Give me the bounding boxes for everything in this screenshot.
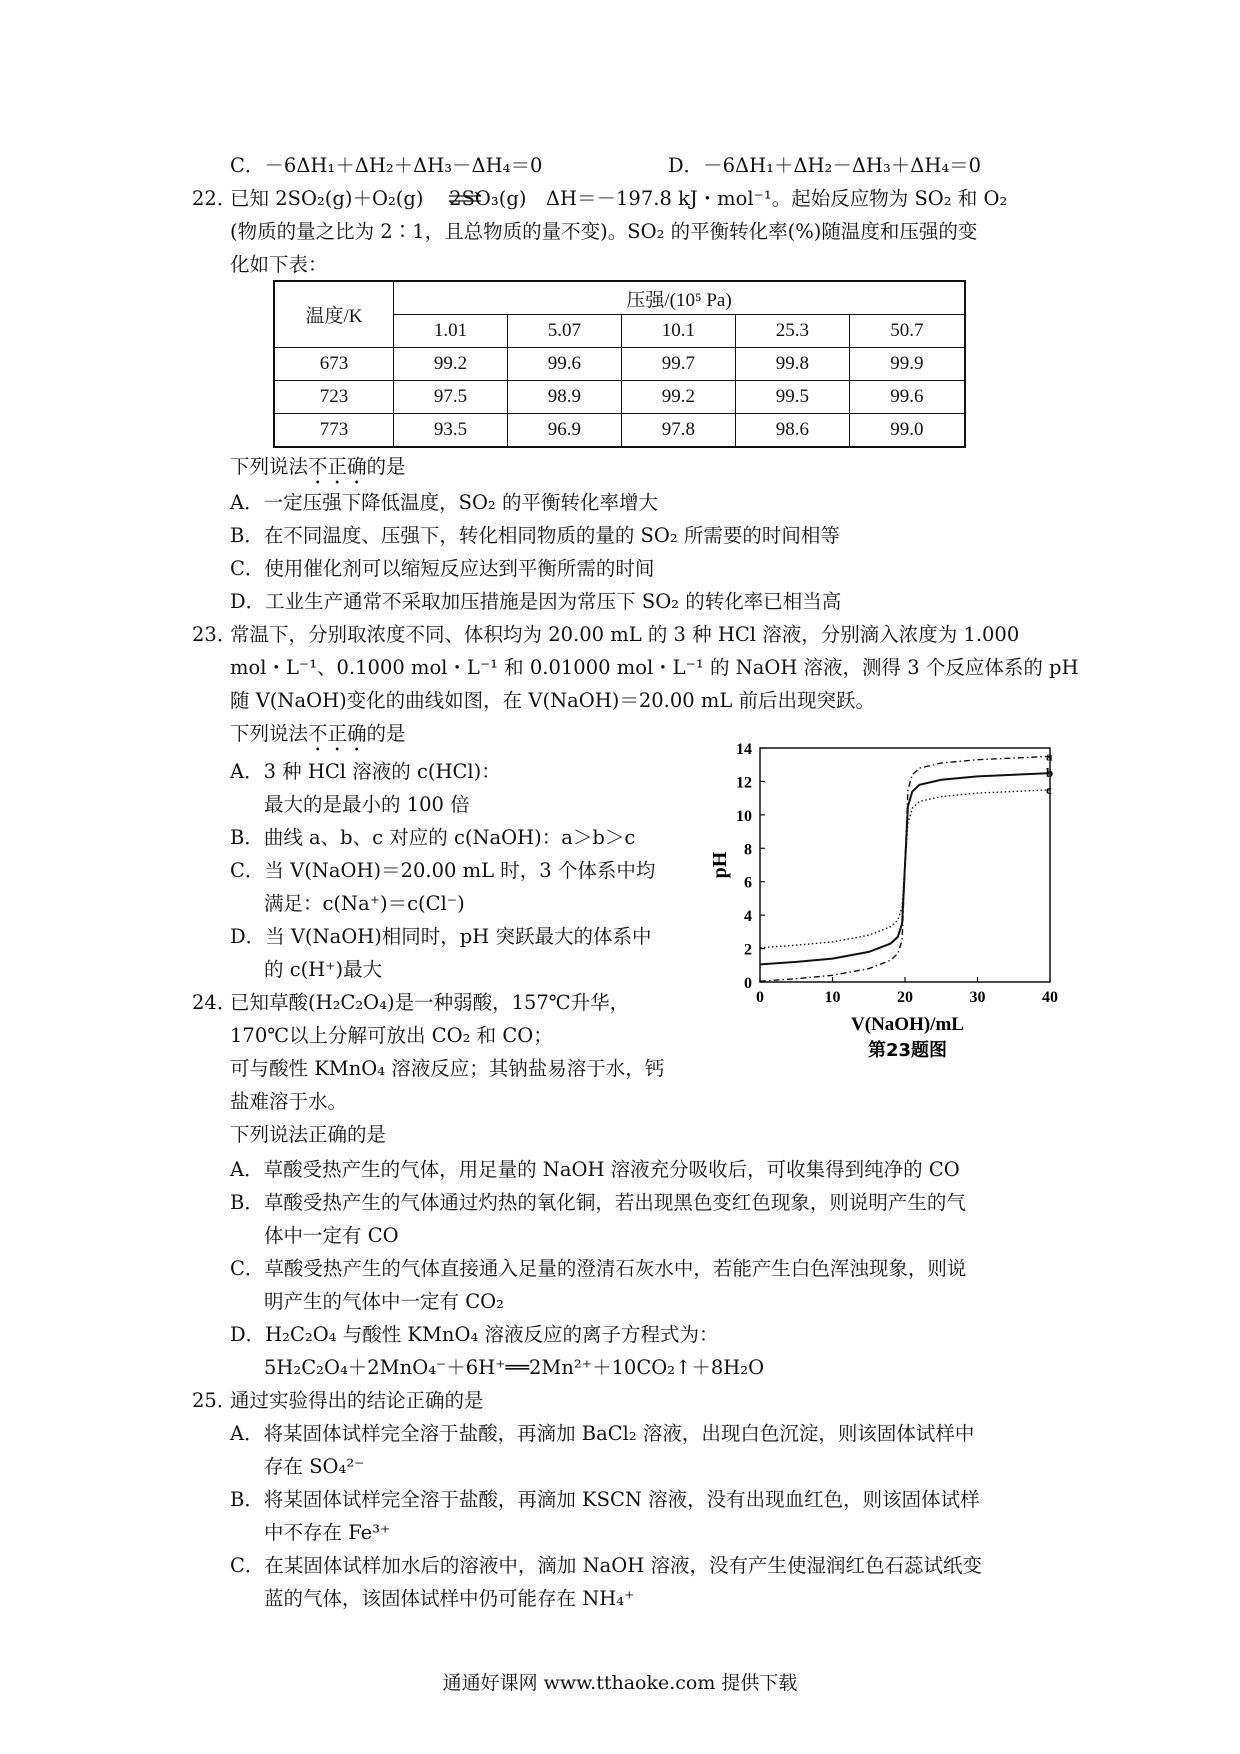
y-tick-label: 8 [744, 841, 752, 859]
figure-caption: 第23题图 [867, 1040, 948, 1058]
pressure-cell: 50.7 [849, 315, 965, 348]
y-tick-label: 0 [744, 975, 752, 992]
table-row [274, 381, 965, 414]
q23-stem [230, 722, 406, 756]
q24-option-b-line2: 体中一定有 CO [264, 1224, 399, 1247]
table-row-header: 温度/K [274, 281, 394, 348]
q21-option-d: D．－6ΔH₁＋ΔH₂－ΔH₃＋ΔH₄＝0 [668, 154, 982, 177]
x-tick-label: 40 [1042, 989, 1058, 1006]
q23-line3: 随 V(NaOH)变化的曲线如图，在 V(NaOH)＝20.00 mL 前后出现突跃。 [230, 689, 876, 712]
footer-watermark: 通通好课网 www.tthaoke.com 提供下载 [442, 1672, 798, 1694]
x-tick-label: 30 [969, 989, 986, 1006]
temp-cell: 723 [274, 381, 394, 414]
series-c-label: c [1046, 781, 1052, 797]
q23-stem-emphasis: 不正确 [308, 722, 367, 745]
q22-line2: (物质的量之比为 2∶1，且总物质的量不变)。SO₂ 的平衡转化率(%)随温度和压强的变 [230, 220, 978, 243]
q24-line1: 已知草酸(H₂C₂O₄)是一种弱酸，157℃升华， [230, 991, 630, 1014]
q23-option-d-line2: 的 c(H⁺)最大 [264, 958, 383, 981]
value-cell: 98.9 [507, 381, 621, 414]
titration-chart [700, 738, 1060, 1058]
q25-option-a-line2: 存在 SO₄²⁻ [264, 1455, 365, 1478]
q23-option-c-line1: C．当 V(NaOH)＝20.00 mL 时，3 个体系中均 [230, 859, 656, 882]
value-cell: 99.6 [507, 348, 621, 381]
x-tick-label: 0 [756, 989, 764, 1006]
y-tick-label: 6 [744, 874, 752, 892]
temp-cell: 673 [274, 348, 394, 381]
q22-stem-emphasis: 不正确 [308, 455, 367, 478]
q23-option-d-line1: D．当 V(NaOH)相同时，pH 突跃最大的体系中 [230, 925, 652, 948]
q25-option-b-line1: B．将某固体试样完全溶于盐酸，再滴加 KSCN 溶液，没有出现血红色，则该固体试样 [230, 1488, 980, 1511]
series-a-label: a [1046, 748, 1053, 764]
q24-line3: 可与酸性 KMnO₄ 溶液反应；其钠盐易溶于水，钙 [230, 1057, 665, 1080]
q22-line1: 已知 2SO₂(g)＋O₂(g) 2SO₃(g) ΔH＝－197.8 kJ・mol⁻¹。起始反应物为 SO₂ 和 O₂ [230, 187, 1008, 210]
q24-option-d-line2: 5H₂C₂O₄＋2MnO₄⁻＋6H⁺══2Mn²⁺＋10CO₂↑＋8H₂O [264, 1356, 765, 1379]
y-tick-label: 14 [736, 741, 752, 758]
table-row [274, 348, 965, 381]
value-cell: 99.5 [735, 381, 849, 414]
q23-number: 23． [192, 623, 237, 646]
x-tick-label: 10 [824, 989, 841, 1006]
q22-option-d: D．工业生产通常不采取加压措施是因为常压下 SO₂ 的转化率已相当高 [230, 590, 842, 613]
q24-line4: 盐难溶于水。 [230, 1090, 348, 1113]
value-cell: 97.5 [394, 381, 508, 414]
q22-option-a: A．一定压强下降低温度，SO₂ 的平衡转化率增大 [230, 491, 658, 514]
q25-option-c-line1: C．在某固体试样加水后的溶液中，滴加 NaOH 溶液，没有产生使湿润红色石蕊试纸变 [230, 1554, 982, 1577]
pressure-cell: 25.3 [735, 315, 849, 348]
value-cell: 99.2 [621, 381, 735, 414]
q22-stem-post: 的是 [366, 455, 406, 478]
value-cell: 99.6 [849, 381, 965, 414]
q23-option-a-line2: 最大的是最小的 100 倍 [264, 793, 470, 816]
q24-option-d-line1: D．H₂C₂O₄ 与酸性 KMnO₄ 溶液反应的离子方程式为： [230, 1323, 719, 1346]
value-cell: 99.0 [849, 414, 965, 448]
value-cell: 99.8 [735, 348, 849, 381]
q23-line2: mol・L⁻¹、0.1000 mol・L⁻¹ 和 0.01000 mol・L⁻¹ 的 NaOH 溶液，测得 3 个反应体系的 pH [230, 656, 1079, 679]
q23-option-c-line2: 满足：c(Na⁺)＝c(Cl⁻) [264, 892, 465, 915]
q24-option-b-line1: B．草酸受热产生的气体通过灼热的氧化铜，若出现黑色变红色现象，则说明产生的气 [230, 1191, 966, 1214]
q25-option-b-line2: 中不存在 Fe³⁺ [264, 1521, 391, 1544]
q24-line2: 170℃以上分解可放出 CO₂ 和 CO； [230, 1024, 553, 1047]
q23-stem-pre: 下列说法 [230, 722, 309, 745]
value-cell: 97.8 [621, 414, 735, 448]
q21-option-c: C．－6ΔH₁＋ΔH₂＋ΔH₃－ΔH₄＝0 [230, 154, 543, 177]
q25-option-c-line2: 蓝的气体，该固体试样中仍可能存在 NH₄⁺ [264, 1587, 635, 1610]
y-tick-label: 10 [736, 807, 752, 825]
series-b-label: b [1046, 765, 1054, 781]
y-tick-label: 12 [736, 774, 752, 792]
q23-stem-post: 的是 [366, 722, 406, 745]
x-tick-label: 20 [897, 989, 913, 1006]
temp-cell: 773 [274, 414, 394, 448]
table-col-header: 压强/(10⁵ Pa) [394, 281, 966, 315]
y-tick-label: 4 [744, 908, 752, 926]
q24-option-c-line2: 明产生的气体中一定有 CO₂ [264, 1290, 504, 1313]
q22-stem [230, 455, 406, 489]
q23-line1: 常温下，分别取浓度不同、体积均为 20.00 mL 的 3 种 HCl 溶液，分别滴入浓度为 1.000 [230, 623, 1020, 646]
q23-option-b: B．曲线 a、b、c 对应的 c(NaOH)：a＞b＞c [230, 826, 636, 849]
q23-option-a-line1: A．3 种 HCl 溶液的 c(HCl)： [230, 760, 501, 783]
x-axis-label: V(NaOH)/mL [851, 1014, 964, 1035]
pressure-cell: 10.1 [621, 315, 735, 348]
value-cell: 99.7 [621, 348, 735, 381]
pressure-cell: 1.01 [394, 315, 508, 348]
q22-option-b: B．在不同温度、压强下，转化相同物质的量的 SO₂ 所需要的时间相等 [230, 524, 840, 547]
conversion-table [273, 280, 966, 448]
series-b-line [760, 773, 1050, 964]
pressure-cell: 5.07 [507, 315, 621, 348]
q22-stem-pre: 下列说法 [230, 455, 309, 478]
q24-stem: 下列说法正确的是 [230, 1123, 387, 1146]
value-cell: 99.2 [394, 348, 508, 381]
q24-option-c-line1: C．草酸受热产生的气体直接通入足量的澄清石灰水中，若能产生白色浑浊现象，则说 [230, 1257, 967, 1280]
q22-line3: 化如下表： [230, 253, 328, 276]
table-row [274, 414, 965, 448]
value-cell: 96.9 [507, 414, 621, 448]
q25-option-a-line1: A．将某固体试样完全溶于盐酸，再滴加 BaCl₂ 溶液，出现白色沉淀，则该固体试样中 [230, 1422, 975, 1445]
q25-stem: 通过实验得出的结论正确的是 [230, 1389, 484, 1412]
y-tick-label: 2 [744, 941, 752, 959]
value-cell: 99.9 [849, 348, 965, 381]
equilibrium-arrow-icon [447, 190, 483, 204]
q22-number: 22． [192, 187, 237, 210]
q22-option-c: C．使用催化剂可以缩短反应达到平衡所需的时间 [230, 557, 655, 580]
value-cell: 93.5 [394, 414, 508, 448]
q24-option-a: A．草酸受热产生的气体，用足量的 NaOH 溶液充分吸收后，可收集得到纯净的 CO [230, 1158, 960, 1181]
q25-number: 25． [192, 1389, 237, 1412]
y-axis-label: pH [709, 851, 731, 879]
value-cell: 98.6 [735, 414, 849, 448]
q24-number: 24． [192, 991, 237, 1014]
